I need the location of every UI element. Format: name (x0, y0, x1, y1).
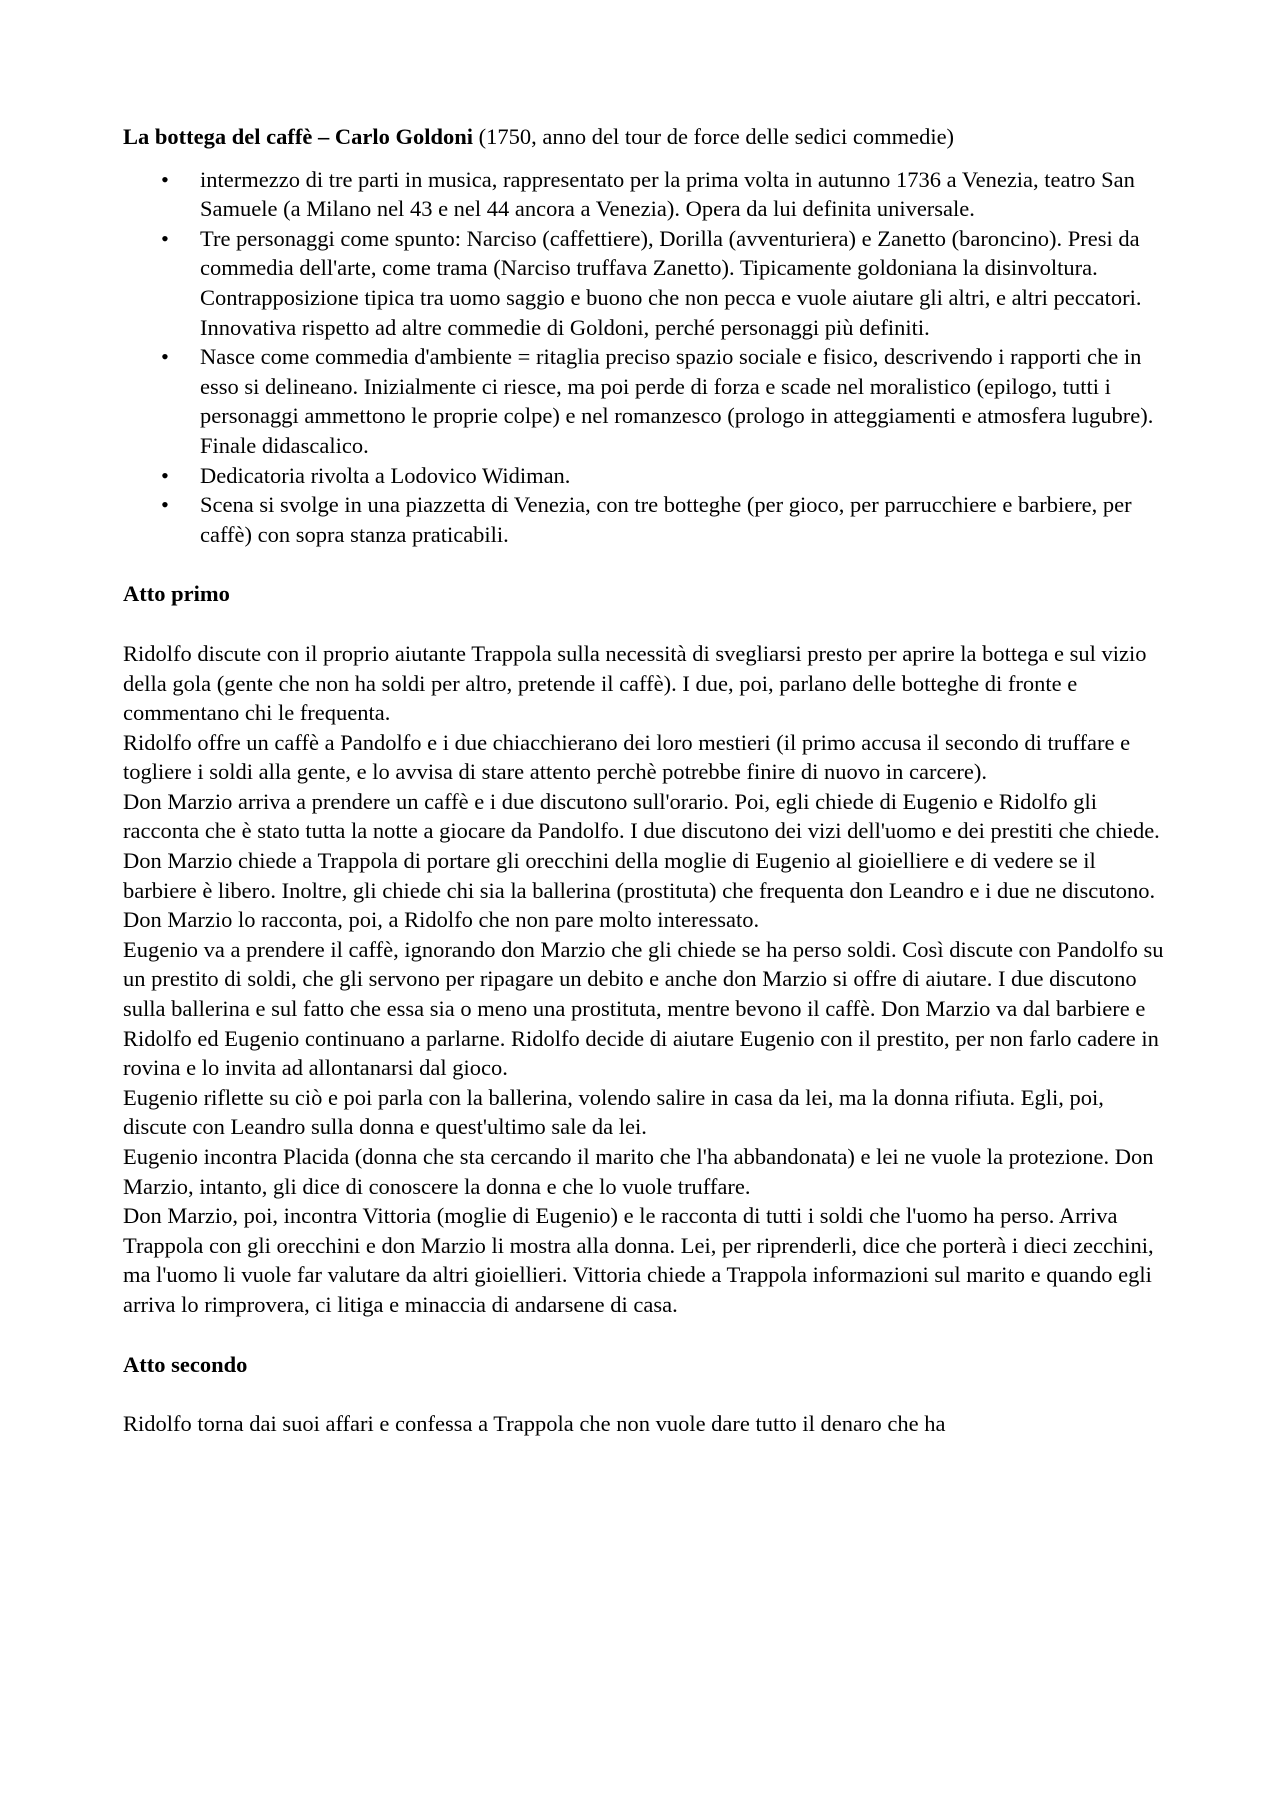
intro-bullet-list (123, 165, 1173, 550)
section-spacer (123, 1320, 1173, 1350)
bullet-icon: • (161, 492, 169, 518)
act1-paragraph: Eugenio incontra Placida (donna che sta cercando il marito che l'ha abbandonata) e lei ne vuole la protezione. Don Marzio, intanto, gli dice di conoscere la donna e che lo vuole truffare. (123, 1144, 1154, 1199)
act2-body (123, 1409, 1173, 1439)
document-page (123, 122, 1173, 1439)
bullet-item (123, 342, 1173, 460)
act1-heading: Atto primo (123, 581, 230, 607)
bullet-icon: • (161, 462, 169, 488)
bullet-icon: • (161, 225, 169, 251)
act1-paragraph: Don Marzio, poi, incontra Vittoria (moglie di Eugenio) e le racconta di tutti i soldi che l'uomo ha perso. Arriva Trappola con gli orecchini e don Marzio li mostra alla donna. Lei, per riprenderli, dice che porterà i dieci zecchini, ma l'uomo li vuole far valutare da altri gioiellieri. Vittoria chiede a Trappola informazioni sul marito e quando egli arriva lo rimprovera, ci litiga e minaccia di andarsene di casa. (123, 1203, 1154, 1317)
bullet-icon: • (161, 166, 169, 192)
bullet-text: Dedicatoria rivolta a Lodovico Widiman. (200, 462, 571, 488)
act1-paragraph: Eugenio va a prendere il caffè, ignorando don Marzio che gli chiede se ha perso soldi. Così discute con Pandolfo su un prestito di soldi, che gli servono per ripagare un debito e anche don Marzio si offre di aiutare. I due discutono sulla ballerina e sul fatto che essa sia o meno una prostituta, mentre bevono il caffè. Don Marzio va dal barbiere e Ridolfo ed Eugenio continuano a parlarne. Ridolfo decide di aiutare Eugenio con il prestito, per non farlo cadere in rovina e lo invita ad allontanarsi dal gioco. (123, 936, 1164, 1081)
act2-paragraph: Ridolfo torna dai suoi affari e confessa a Trappola che non vuole dare tutto il denaro che ha (123, 1411, 946, 1437)
act1-paragraph: Eugenio riflette su ciò e poi parla con la ballerina, volendo salire in casa da lei, ma la donna rifiuta. Egli, poi, discute con Leandro sulla donna e quest'ultimo sale da lei. (123, 1084, 1104, 1140)
act1-paragraph: Ridolfo discute con il proprio aiutante Trappola sulla necessità di svegliarsi presto per aprire la bottega e sul vizio della gola (gente che non ha soldi per altro, pretende il caffè). I due, poi, parlano delle botteghe di fronte e commentano chi le frequenta. (123, 640, 1147, 726)
bullet-icon: • (161, 344, 169, 370)
bullet-item (123, 165, 1173, 224)
bullet-text: intermezzo di tre parti in musica, rappresentato per la prima volta in autunno 1736 a Venezia, teatro San Samuele (a Milano nel 43 e nel 44 ancora a Venezia). Opera da lui definita universale. (200, 166, 1135, 222)
act1-paragraph: Don Marzio arriva a prendere un caffè e i due discutono sull'orario. Poi, egli chiede di Eugenio e Ridolfo gli racconta che è stato tutta la notte a giocare da Pandolfo. I due discutono dei vizi dell'uomo e dei prestiti che chiede. (123, 788, 1160, 844)
act2-heading: Atto secondo (123, 1351, 248, 1377)
document-title (123, 122, 1173, 152)
title-bold: La bottega del caffè – Carlo Goldoni (123, 124, 473, 149)
act1-body (123, 639, 1173, 1320)
bullet-item (123, 224, 1173, 342)
title-rest: (1750, anno del tour de force delle sedici commedie) (472, 124, 955, 149)
act1-paragraph: Ridolfo offre un caffè a Pandolfo e i due chiacchierano dei loro mestieri (il primo accusa il secondo di truffare e togliere i soldi alla gente, e lo avvisa di stare attento perchè potrebbe finire di nuovo in carcere). (123, 729, 1131, 785)
bullet-text: Tre personaggi come spunto: Narciso (caffettiere), Dorilla (avventuriera) e Zanetto (baroncino). Presi da commedia dell'arte, come trama (Narciso truffava Zanetto). Tipicamente goldoniana la disinvoltura. Contrapposizione tipica tra uomo saggio e buono che non pecca e vuole aiutare gli altri, e altri peccatori. Innovativa rispetto ad altre commedie di Goldoni, perché personaggi più definiti. (200, 225, 1142, 340)
bullet-item (123, 461, 1173, 491)
act1-paragraph: Don Marzio chiede a Trappola di portare gli orecchini della moglie di Eugenio al gioielliere e di vedere se il barbiere è libero. Inoltre, gli chiede chi sia la ballerina (prostituta) che frequenta don Leandro e i due ne discutono. Don Marzio lo racconta, poi, a Ridolfo che non pare molto interessato. (123, 848, 1156, 933)
bullet-text: Scena si svolge in una piazzetta di Venezia, con tre botteghe (per gioco, per parrucchiere e barbiere, per caffè) con sopra stanza praticabili. (200, 492, 1132, 547)
bullet-item (123, 490, 1173, 549)
bullet-text: Nasce come commedia d'ambiente = ritaglia preciso spazio sociale e fisico, descrivendo i rapporti che in esso si delineano. Inizialmente ci riesce, ma poi perde di forza e scade nel moralistico (epilogo, tutti i personaggi ammettono le proprie colpe) e nel romanzesco (prologo in atteggiamenti e atmosfera lugubre). Finale didascalico. (200, 344, 1154, 458)
